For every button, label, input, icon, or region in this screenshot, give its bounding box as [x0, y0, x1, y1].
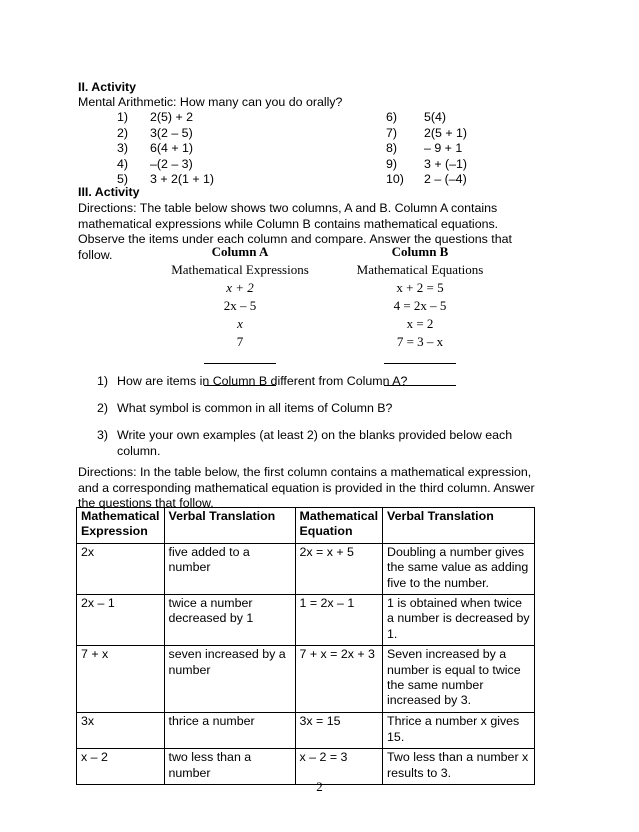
- column-a-item: x + 2: [226, 280, 254, 295]
- list-item: 9) 3 + (–1): [386, 156, 468, 171]
- table-cell: 1 is obtained when twice a number is decreased by 1.: [383, 595, 535, 646]
- column-b-item: x + 2 = 5: [396, 280, 444, 295]
- table-header-row: [77, 508, 535, 544]
- column-b-item: 7 = 3 – x: [396, 334, 444, 349]
- column-b-header: Column B: [391, 244, 449, 259]
- table-row: [77, 543, 535, 594]
- table-cell: two less than a number: [164, 749, 295, 785]
- table-row: [77, 595, 535, 646]
- table-cell: Two less than a number x results to 3.: [383, 749, 535, 785]
- list-item: 3) 6(4 + 1): [117, 141, 194, 156]
- list-item: 2) 3(2 – 5): [117, 125, 193, 140]
- table-cell: Doubling a number gives the same value as adding five to the number.: [383, 543, 535, 594]
- header-cell: Verbal Translation: [383, 508, 535, 544]
- directions-2: Directions: In the table below, the first column contains a mathematical expression, and a corresponding mathematical equation is provided in the third column. Answer the questions that follow.: [78, 465, 535, 511]
- column-b: [340, 244, 500, 390]
- table-cell: Seven increased by a number is equal to twice the same number increased by 3.: [383, 646, 535, 713]
- table-cell: x – 2 = 3: [295, 749, 383, 785]
- answer-blank[interactable]: [204, 355, 276, 364]
- table-cell: 7 + x = 2x + 3: [295, 646, 383, 713]
- table-cell: 2x = x + 5: [295, 543, 383, 594]
- table-cell: seven increased by a number: [164, 646, 295, 713]
- table-cell: twice a number decreased by 1: [164, 595, 295, 646]
- table-cell: 3x: [77, 713, 165, 749]
- column-a-item: 2x – 5: [223, 298, 257, 313]
- column-a-subheader: Mathematical Expressions: [171, 262, 309, 277]
- table-row: [77, 713, 535, 749]
- list-item: 1) 2(5) + 2: [117, 110, 194, 124]
- page-number: 2: [316, 779, 323, 794]
- activity3-title: III. Activity: [78, 185, 140, 199]
- table-cell: 2x: [77, 543, 165, 594]
- column-a-item: 7: [236, 334, 244, 349]
- mental-arithmetic-left-list: [117, 110, 214, 188]
- table-cell: Thrice a number x gives 15.: [383, 713, 535, 749]
- table-row: [77, 646, 535, 713]
- list-item: 5) 3 + 2(1 + 1): [117, 172, 215, 187]
- header-cell: Mathematical Expression: [77, 508, 165, 544]
- table-cell: x – 2: [77, 749, 165, 785]
- table-cell: five added to a number: [164, 543, 295, 594]
- table-cell: 1 = 2x – 1: [295, 595, 383, 646]
- list-item: 10) 2 – (–4): [386, 172, 467, 187]
- column-a: [160, 244, 320, 390]
- column-b-item: 4 = 2x – 5: [393, 298, 447, 313]
- column-a-item: x: [237, 316, 243, 331]
- question-2: 2) What symbol is common in all items of Column B?: [97, 401, 393, 415]
- translation-table: [76, 507, 535, 785]
- table-cell: thrice a number: [164, 713, 295, 749]
- table-cell: 3x = 15: [295, 713, 383, 749]
- table-cell: 2x – 1: [77, 595, 165, 646]
- list-item: 8) – 9 + 1: [386, 141, 463, 156]
- column-b-item: x = 2: [406, 316, 434, 331]
- header-cell: Verbal Translation: [164, 508, 295, 544]
- column-a-header: Column A: [211, 244, 269, 259]
- activity3-directions: Directions: The table below shows two columns, A and B. Column A contains mathematical expressions while Column B contains mathematical equations. Observe the items under each column and compare. Answer the questions that follow.: [78, 201, 512, 262]
- header-cell: Mathematical Equation: [295, 508, 383, 544]
- answer-blank[interactable]: [384, 355, 456, 364]
- question-1: 1) How are items in Column B different from Column A?: [97, 374, 408, 388]
- question-3: 3) Write your own examples (at least 2) on the blanks provided below each column.: [97, 428, 513, 458]
- mental-arithmetic-right-list: [386, 110, 467, 188]
- list-item: 7) 2(5 + 1): [386, 125, 468, 140]
- list-item: 4) –(2 – 3): [117, 156, 193, 171]
- table-cell: 7 + x: [77, 646, 165, 713]
- list-item: 6) 5(4): [386, 110, 447, 124]
- activity2-instruction: Mental Arithmetic: How many can you do orally?: [78, 95, 343, 109]
- activity2-title: II. Activity: [78, 80, 137, 94]
- column-b-subheader: Mathematical Equations: [356, 262, 484, 277]
